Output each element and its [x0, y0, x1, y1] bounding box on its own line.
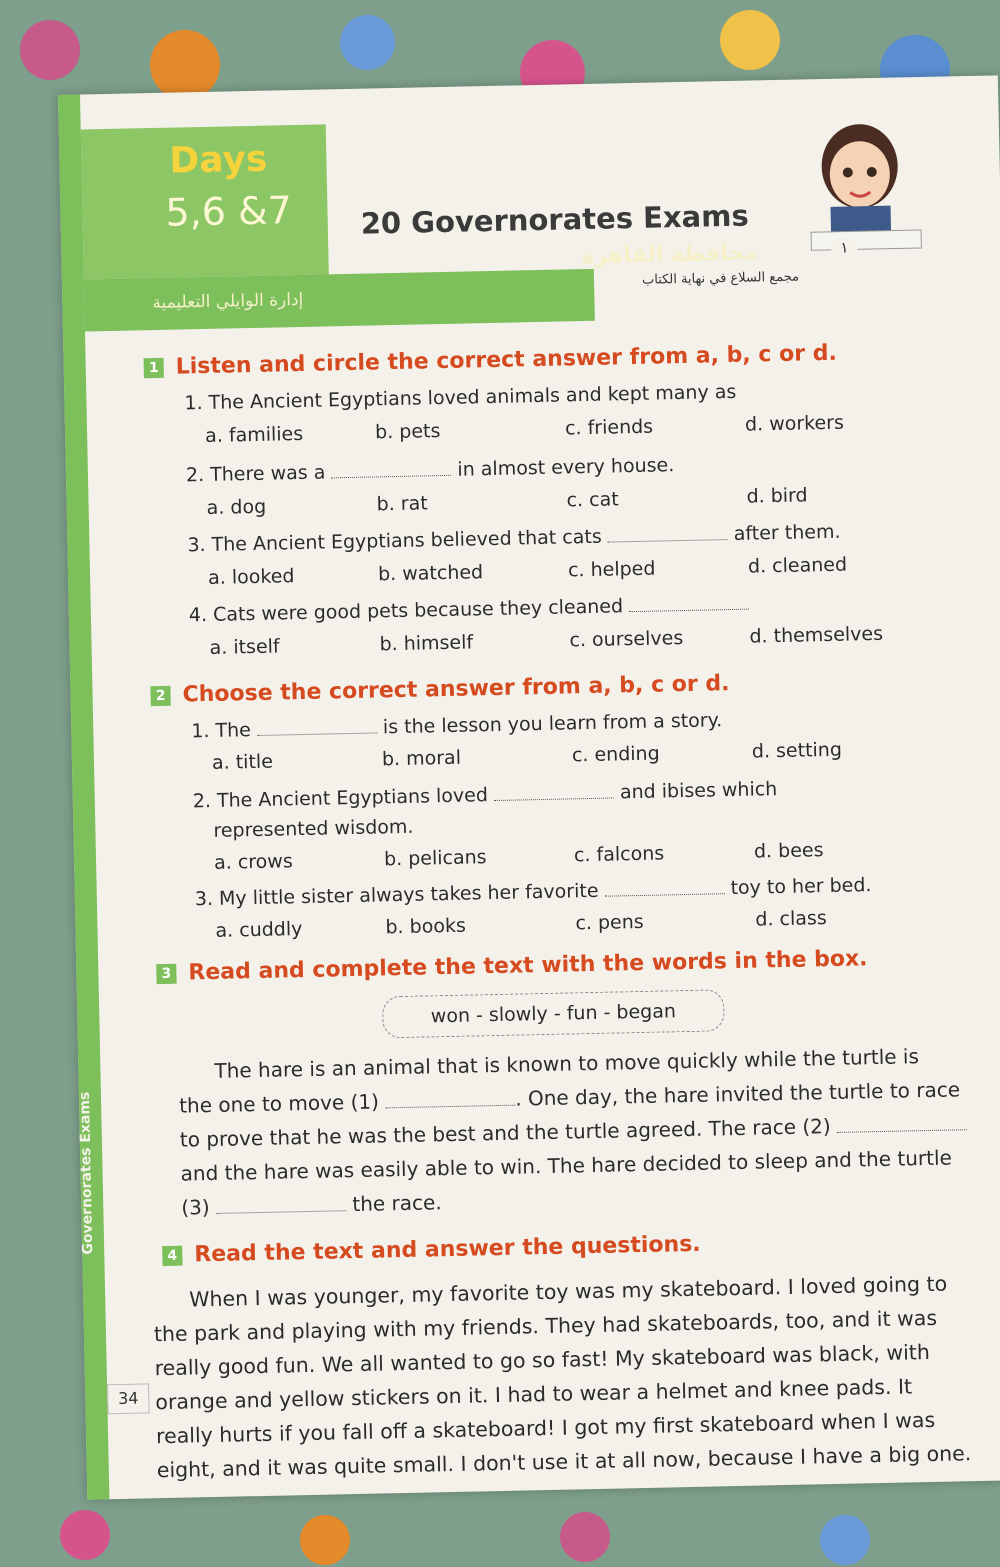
stem-text: 1. The	[191, 719, 252, 743]
option[interactable]: d. cleaned	[747, 553, 848, 578]
option[interactable]: b. moral	[381, 746, 462, 771]
option[interactable]: b. watched	[377, 561, 484, 586]
days-title: Days	[168, 138, 268, 182]
question-1-heading	[143, 341, 837, 381]
question-heading-text: Read and complete the text with the words in the box.	[188, 946, 868, 986]
q2-item-2-stem-continued: represented wisdom.	[213, 815, 414, 842]
option[interactable]: d. bird	[746, 484, 808, 508]
q3-paragraph	[178, 1038, 1000, 1225]
option[interactable]: a. looked	[207, 565, 295, 589]
question-4-heading	[162, 1232, 701, 1268]
option[interactable]: d. workers	[744, 411, 845, 436]
option[interactable]: c. cat	[566, 488, 619, 512]
passage-line: When I was younger, my favorite toy was my skateboard. I loved going to	[189, 1271, 948, 1312]
line-text: the one to move (1)	[178, 1089, 380, 1118]
passage-line: eight, and it was quite small. I don't use it at all now, because I have a big one.	[156, 1441, 972, 1483]
stem-text: 2. The Ancient Egyptians loved	[192, 784, 489, 813]
stem-text: 2. There was a	[185, 461, 326, 487]
option[interactable]: a. cuddly	[215, 918, 303, 942]
line-text: . One day, the hare invited the turtle to race	[514, 1077, 961, 1111]
arabic-number-badge: ١	[831, 238, 857, 261]
word-box: won - slowly - fun - began	[382, 989, 725, 1038]
q2-item-3-stem	[195, 874, 872, 910]
question-number-badge: 1	[144, 358, 164, 378]
question-heading-text: Listen and circle the correct answer from a, b, c or d.	[175, 340, 838, 380]
option[interactable]: c. falcons	[573, 842, 665, 867]
option[interactable]: a. dog	[206, 495, 267, 519]
answer-blank[interactable]	[629, 609, 749, 613]
paragraph-line: and the hare was easily able to win. The hare decided to sleep and the turtle	[180, 1145, 953, 1186]
question-heading-text: Choose the correct answer from a, b, c or d.	[182, 671, 730, 708]
question-number-badge: 2	[150, 686, 170, 706]
line-text: to prove that he was the best and the turtle agreed. The race (2)	[179, 1114, 831, 1152]
q1-item-2-stem	[186, 454, 675, 486]
q2-item-1-stem	[191, 709, 722, 742]
line-text: (3)	[181, 1195, 210, 1220]
question-number-badge: 4	[162, 1246, 182, 1266]
stem-text: 3. My little sister always takes her favorite	[194, 879, 599, 911]
line-text: the race.	[352, 1190, 442, 1217]
stem-text: after them.	[733, 520, 841, 545]
answer-blank[interactable]	[608, 539, 728, 543]
stem-text: 4. Cats were good pets because they cleaned	[188, 595, 624, 627]
option[interactable]: d. class	[755, 907, 827, 931]
q2-item-2-stem	[193, 778, 778, 812]
exam-page	[58, 75, 1000, 1499]
days-numbers: 5,6 &7	[165, 188, 293, 235]
question-2-heading	[150, 671, 729, 708]
option[interactable]: c. ending	[571, 742, 660, 767]
arabic-subtitle: مجمع السلاع في نهاية الكتاب	[641, 269, 800, 288]
arabic-governorate: محافظة القاهرة	[581, 240, 759, 270]
answer-blank[interactable]	[605, 893, 725, 897]
option[interactable]: a. itself	[209, 635, 280, 659]
stem-text: is the lesson you learn from a story.	[382, 709, 723, 739]
option[interactable]: c. friends	[564, 415, 654, 440]
stem-text: and ibises which	[619, 778, 778, 804]
answer-blank-1[interactable]	[385, 1105, 515, 1109]
answer-blank[interactable]	[332, 475, 452, 479]
option[interactable]: b. pets	[374, 420, 441, 444]
passage-line: really hurts if you fall off a skateboard! I got my first skateboard when I was	[155, 1407, 936, 1449]
arabic-department: إدارة الوايلي التعليمية	[152, 289, 304, 314]
stem-text: 3. The Ancient Egyptians believed that cats	[187, 525, 602, 557]
q1-item-1-stem: 1. The Ancient Egyptians loved animals and kept many as	[184, 380, 737, 415]
side-label: Governorates Exams	[76, 1091, 97, 1255]
passage-line: the park and playing with my friends. They had skateboards, too, and it was	[153, 1305, 938, 1347]
page-title: 20 Governorates Exams	[360, 198, 749, 241]
answer-blank-2[interactable]	[837, 1129, 967, 1133]
option[interactable]: b. himself	[379, 631, 474, 656]
question-3-heading	[156, 946, 868, 986]
passage-line: really good fun. We all wanted to go so fast! My skateboard was black, with	[154, 1340, 931, 1381]
option[interactable]: b. books	[385, 914, 467, 939]
answer-blank[interactable]	[494, 798, 614, 802]
question-number-badge: 3	[156, 964, 176, 984]
answer-blank-3[interactable]	[216, 1210, 346, 1214]
option[interactable]: a. crows	[213, 850, 293, 874]
option[interactable]: c. ourselves	[569, 627, 684, 652]
option[interactable]: c. pens	[575, 910, 644, 935]
question-heading-text: Read the text and answer the questions.	[194, 1231, 701, 1268]
q1-item-4-stem	[189, 593, 750, 627]
stem-text: in almost every house.	[457, 454, 675, 481]
option[interactable]: a. families	[204, 422, 304, 447]
option[interactable]: b. rat	[376, 492, 428, 516]
option[interactable]: d. bees	[753, 839, 824, 863]
paragraph-line: The hare is an animal that is known to move quickly while the turtle is	[214, 1044, 920, 1083]
girl-reading-illustration	[778, 105, 941, 258]
option[interactable]: b. pelicans	[383, 846, 487, 871]
q1-item-3-stem	[187, 521, 840, 557]
page-number: 34	[107, 1383, 150, 1414]
option[interactable]: d. themselves	[749, 622, 884, 648]
stem-text: toy to her bed.	[730, 874, 872, 900]
option[interactable]: a. title	[211, 750, 274, 774]
q4-reading-passage	[153, 1265, 1000, 1487]
option[interactable]: d. setting	[751, 738, 843, 763]
option[interactable]: c. helped	[567, 557, 656, 582]
answer-blank[interactable]	[257, 732, 377, 736]
passage-line: orange and yellow stickers on it. I had to wear a helmet and knee pads. It	[155, 1374, 913, 1415]
